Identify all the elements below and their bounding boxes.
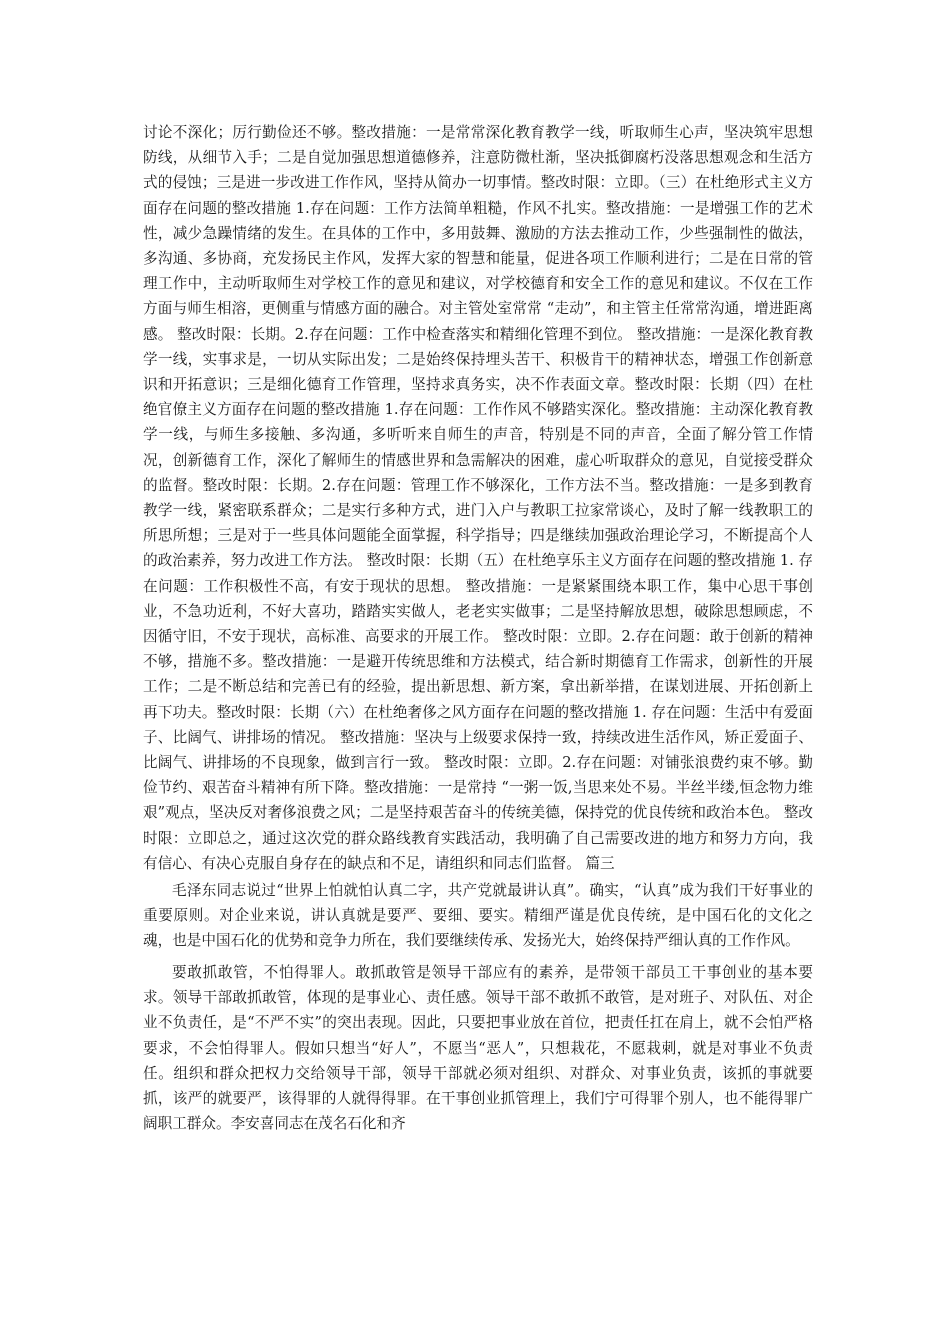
paragraph-mao-quote: 毛泽东同志说过“世界上怕就怕认真二字，共产党就最讲认真”。确实，“认真”成为我们干好事业的重要原则。对企业来说，讲认真就是要严、要细、要实。精细严谨是优良传统，是中国石化的文化之魂，也是中国石化的优势和竞争力所在，我们要继续传承、发扬光大，始终保持严细认真的工作作风。 (143, 882, 813, 950)
paragraph-dare-to-manage: 要敢抓敢管，不怕得罪人。敢抓敢管是领导干部应有的素养，是带领干部员工干事创业的基本要求。领导干部敢抓敢管，体现的是事业心、责任感。领导干部不敢抓不敢管，是对班子、对队伍、对企业不负责任，是“不严不实”的突出表现。因此，只要把事业放在首位，把责任扛在肩上，就不会怕严格要求，不会怕得罪人。假如只想当“好人”，不愿当“恶人”，只想栽花，不愿栽刺，就是对事业不负责任。组织和群众把权力交给领导干部，领导干部就必须对组织、对群众、对事业负责，该抓的事就要抓，该严的就要严，该得罪的人就得得罪。在干事创业抓管理上，我们宁可得罪个别人，也不能得罪广阔职工群众。李安喜同志在茂名石化和齐 (143, 964, 813, 1133)
paragraph-rectification-measures: 讨论不深化；厉行勤俭还不够。整改措施：一是常常深化教育教学一线，听取师生心声，坚决筑牢思想防线，从细节入手；二是自觉加强思想道德修养，注意防微杜渐，坚决抵御腐朽没落思想观念和生活方式的侵蚀；三是进一步改进工作作风，坚持从简办一切事情。整改时限：立即。（三）在杜绝形式主义方面存在问题的整改措施 1.存在问题：工作方法简单粗糙，作风不扎实。整改措施：一是增强工作的艺术性，减少急躁情绪的发生。在具体的工作中，多用鼓舞、激励的方法去推动工作，少些强制性的做法，多沟通、多协商，充发扬民主作风，发挥大家的智慧和能量，促进各项工作顺利进行；二是在日常的管理工作中，主动听取师生对学校工作的意见和建议，对学校德育和安全工作的意见和建议。不仅在工作方面与师生相溶，更侧重与情感方面的融合。对主管处室常常 “走动”，和主管主任常常沟通，增进距离感。 整改时限：长期。2.存在问题：工作中检查落实和精细化管理不到位。 整改措施：一是深化教育教学一线，实事求是，一切从实际出发；二是始终保持埋头苦干、积极肯干的精神状态，增强工作创新意识和开拓意识；三是细化德育工作管理，坚持求真务实，决不作表面文章。整改时限：长期（四）在杜绝官僚主义方面存在问题的整改措施 1.存在问题：工作作风不够踏实深化。整改措施：主动深化教育教学一线，与师生多接触、多沟通，多听听来自师生的声音，特别是不同的声音，全面了解分管工作情况，创新德育工作，深化了解师生的情感世界和急需解决的困难，虚心听取群众的意见，自觉接受群众的监督。整改时限：长期。2.存在问题：管理工作不够深化，工作方法不当。整改措施：一是多到教育教学一线，紧密联系群众；二是实行多种方式，进门入户与教职工拉家常谈心，及时了解一线教职工的所思所想；三是对于一些具体问题能全面掌握，科学指导；四是继续加强政治理论学习，不断提高个人的政治素养，努力改进工作方法。 整改时限：长期（五）在杜绝享乐主义方面存在问题的整改措施 1. 存在问题：工作积极性不高，有安于现状的思想。 整改措施：一是紧紧围绕本职工作，集中心思干事创业，不急功近利，不好大喜功，踏踏实实做人，老老实实做事；二是坚持解放思想，破除思想顾虑，不因循守旧，不安于现状，高标准、高要求的开展工作。 整改时限：立即。2.存在问题：敢于创新的精神不够，措施不多。整改措施：一是避开传统思维和方法模式，结合新时期德育工作需求，创新性的开展工作；二是不断总结和完善已有的经验，提出新思想、新方案，拿出新举措，在谋划进展、开拓创新上再下功夫。整改时限：长期（六）在杜绝奢侈之风方面存在问题的整改措施 1. 存在问题：生活中有爱面子、比阔气、讲排场的情况。 整改措施：坚决与上级要求保持一致，持续改进生活作风，矫正爱面子、比阔气、讲排场的不良现象，做到言行一致。 整改时限：立即。2.存在问题：对铺张浪费约束不够。勤俭节约、艰苦奋斗精神有所下降。整改措施：一是常持 “一粥一饭,当思来处不易。半丝半缕,恒念物力维艰”观点，坚决反对奢侈浪费之风；二是坚持艰苦奋斗的传统美德，保持党的优良传统和政治本色。 整改时限：立即总之，通过这次党的群众路线教育实践活动，我明确了自己需要改进的地方和努力方向，我有信心、有决心克服自身存在的缺点和不足，请组织和同志们监督。 篇三 (143, 124, 813, 872)
